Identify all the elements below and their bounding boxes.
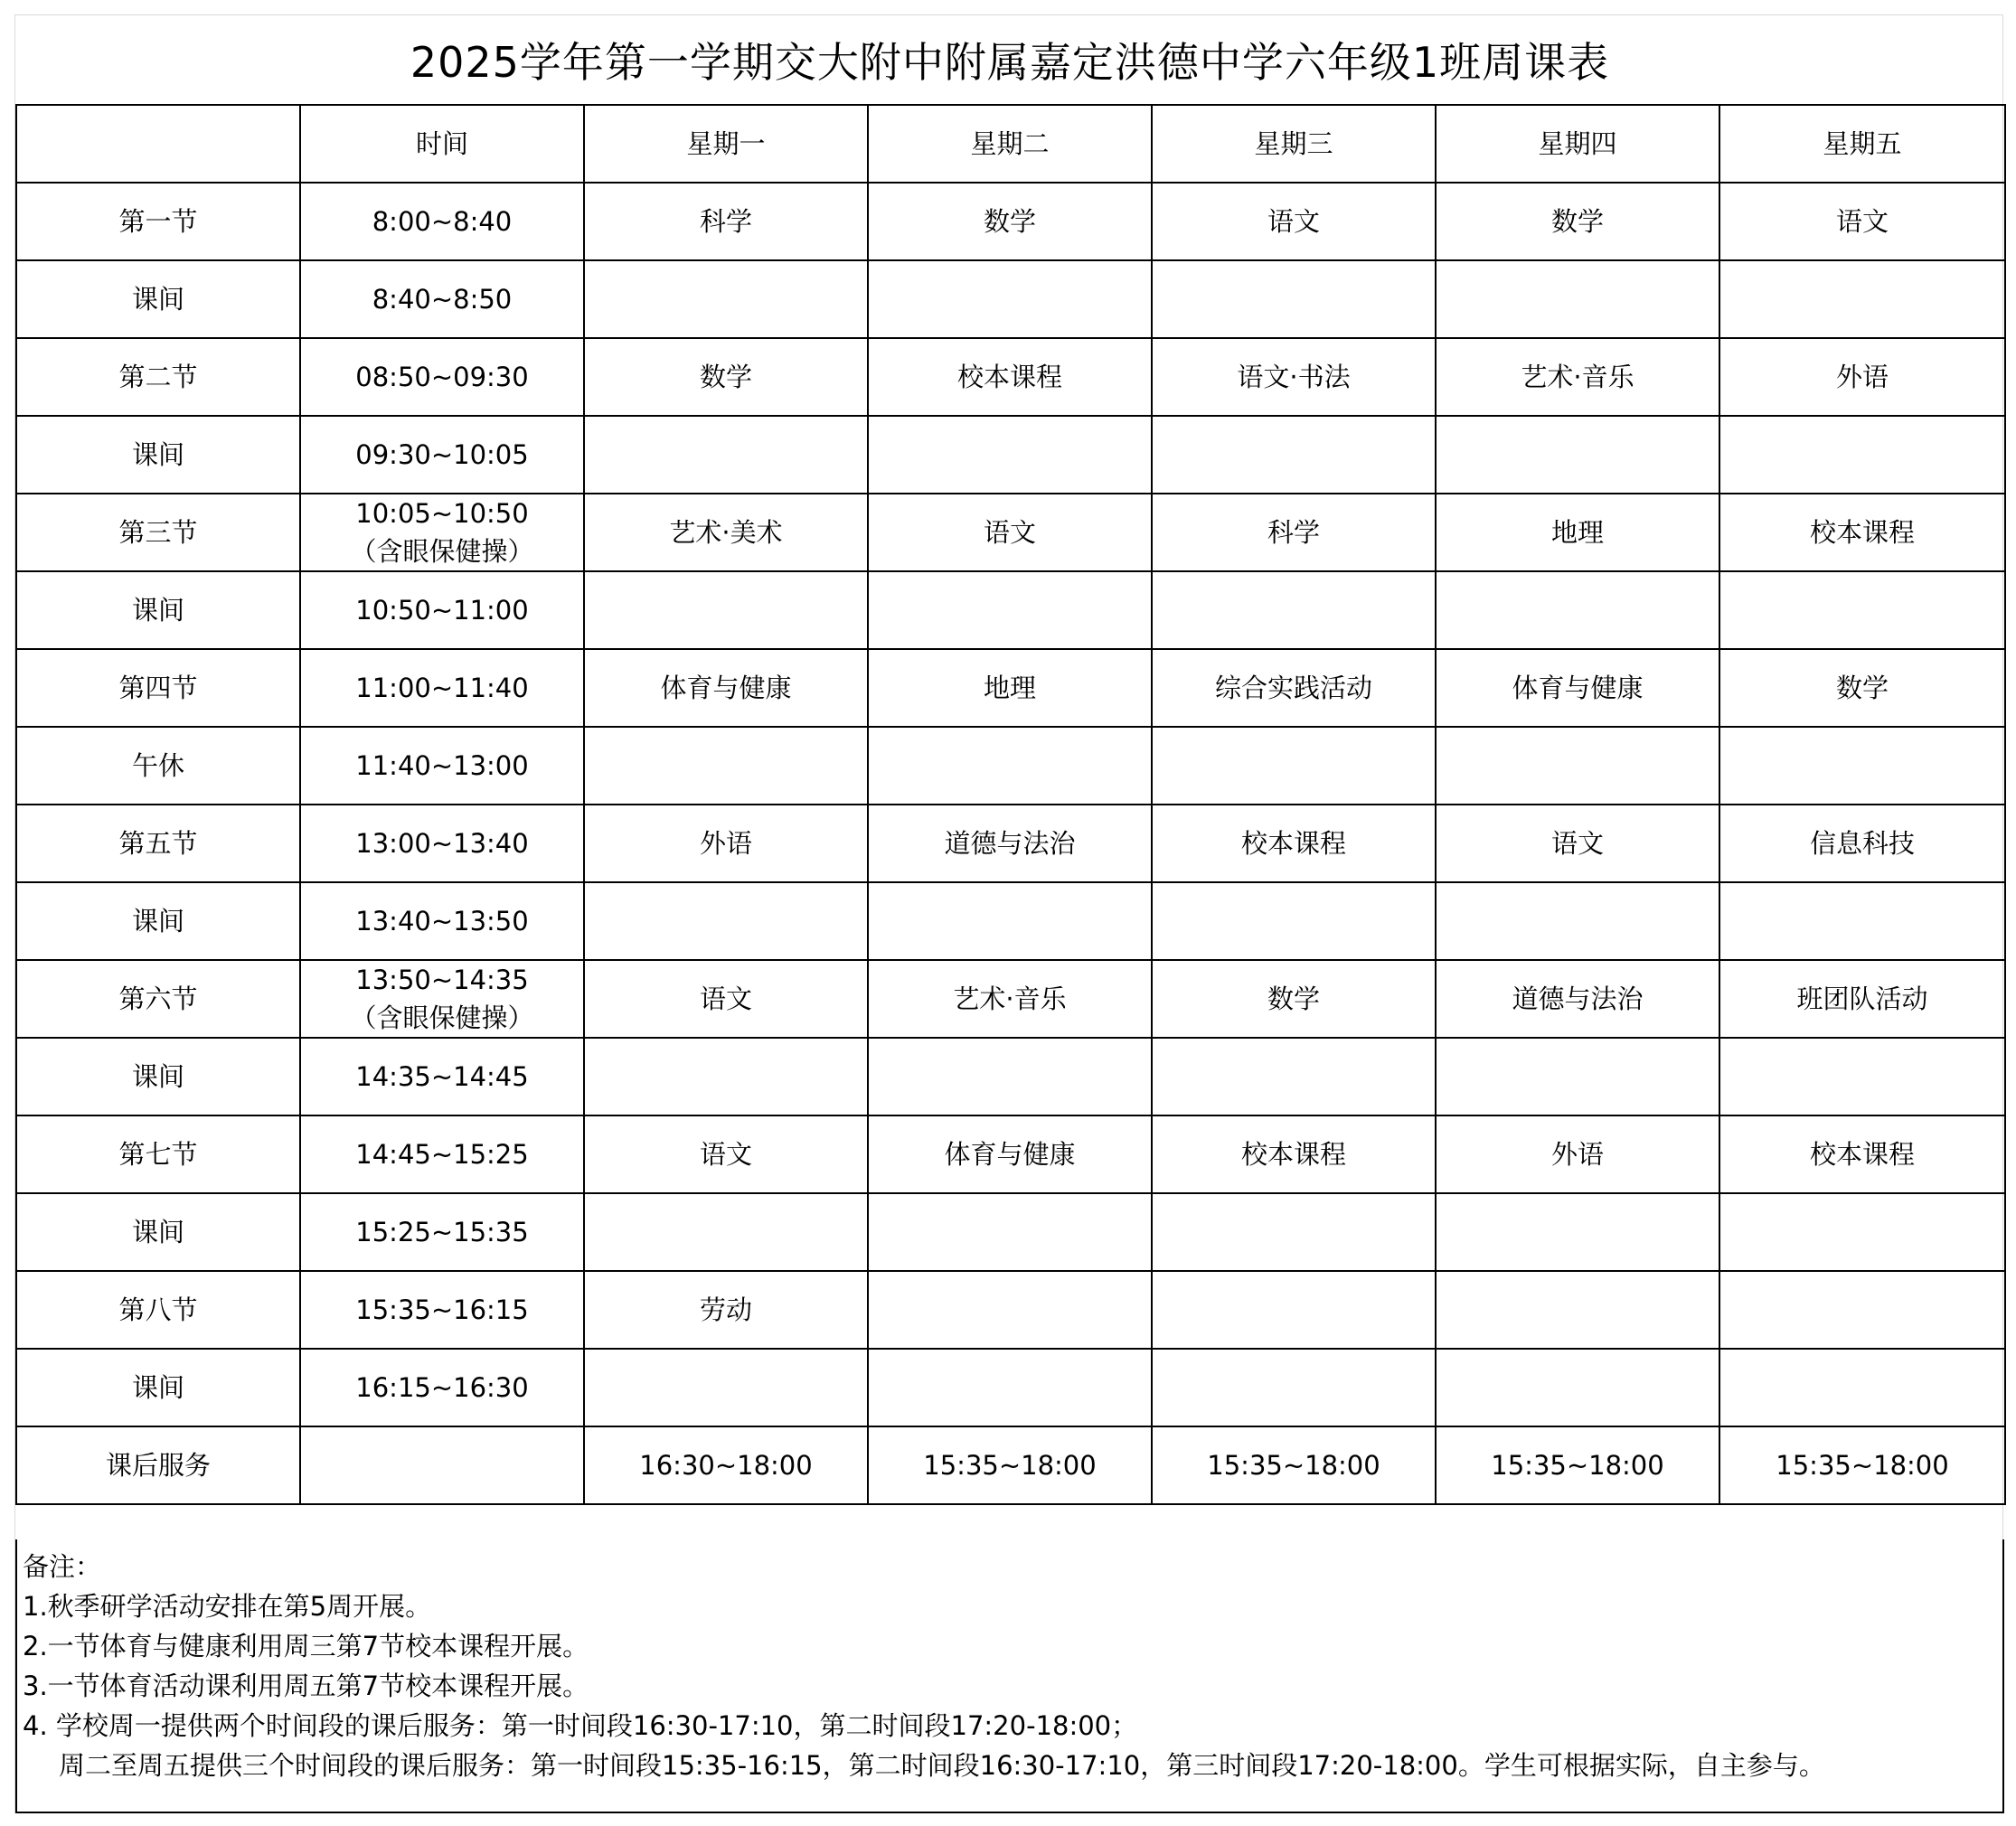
note-line: 4. 学校周一提供两个时间段的课后服务：第一时间段16:30-17:10，第二时间段17:20-18:00； xyxy=(23,1710,1138,1741)
header-row xyxy=(16,105,2005,183)
class-cell-thursday: 数学 xyxy=(1436,183,1719,260)
schedule-row xyxy=(16,183,2005,260)
header-corner-cell xyxy=(16,105,300,183)
class-cell-tuesday xyxy=(868,1349,1152,1426)
schedule-row xyxy=(16,416,2005,494)
header-day-thursday: 星期四 xyxy=(1436,105,1719,183)
class-cell-friday xyxy=(1719,727,2005,805)
class-cell-wednesday xyxy=(1152,1271,1436,1349)
time-text: （含眼保健操） xyxy=(350,1002,534,1033)
time-cell xyxy=(300,1193,584,1271)
class-cell-friday: 数学 xyxy=(1719,649,2005,727)
time-cell xyxy=(300,571,584,649)
class-cell-thursday xyxy=(1436,571,1719,649)
class-cell-thursday xyxy=(1436,727,1719,805)
header-day-friday: 星期五 xyxy=(1719,105,2005,183)
class-cell-monday xyxy=(584,882,868,960)
period-label-cell: 第二节 xyxy=(16,338,300,416)
class-cell-wednesday: 科学 xyxy=(1152,494,1436,571)
class-cell-friday: 语文 xyxy=(1719,183,2005,260)
class-cell-tuesday xyxy=(868,1271,1152,1349)
schedule-row xyxy=(16,960,2005,1038)
class-cell-thursday xyxy=(1436,1038,1719,1115)
class-cell-friday: 信息科技 xyxy=(1719,805,2005,882)
period-label-cell: 课间 xyxy=(16,260,300,338)
class-cell-monday: 体育与健康 xyxy=(584,649,868,727)
period-label-cell: 课间 xyxy=(16,416,300,494)
period-label-cell: 第一节 xyxy=(16,183,300,260)
class-cell-tuesday: 地理 xyxy=(868,649,1152,727)
class-cell-thursday xyxy=(1436,1271,1719,1349)
note-line: 3.一节体育活动课利用周五第7节校本课程开展。 xyxy=(23,1671,589,1701)
time-cell xyxy=(300,882,584,960)
class-cell-wednesday xyxy=(1152,571,1436,649)
class-cell-thursday xyxy=(1436,1193,1719,1271)
period-label-cell: 第六节 xyxy=(16,960,300,1038)
time-text: 10:50~11:00 xyxy=(355,595,529,626)
header-day-tuesday: 星期二 xyxy=(868,105,1152,183)
time-cell xyxy=(300,494,584,571)
class-cell-monday xyxy=(584,260,868,338)
schedule-row xyxy=(16,805,2005,882)
schedule-row xyxy=(16,1271,2005,1349)
class-cell-monday xyxy=(584,1038,868,1115)
time-cell xyxy=(300,1426,584,1504)
class-cell-tuesday xyxy=(868,1193,1152,1271)
time-text: 16:15~16:30 xyxy=(355,1372,529,1403)
class-cell-thursday xyxy=(1436,1349,1719,1426)
class-cell-tuesday: 15:35~18:00 xyxy=(868,1426,1152,1504)
class-cell-monday xyxy=(584,727,868,805)
class-cell-tuesday xyxy=(868,882,1152,960)
time-text: 15:25~15:35 xyxy=(355,1217,529,1247)
schedule-row xyxy=(16,494,2005,571)
class-cell-wednesday xyxy=(1152,260,1436,338)
time-cell xyxy=(300,260,584,338)
time-text: 11:40~13:00 xyxy=(355,750,529,781)
period-label-cell: 午休 xyxy=(16,727,300,805)
class-cell-tuesday: 艺术·音乐 xyxy=(868,960,1152,1038)
class-cell-thursday xyxy=(1436,882,1719,960)
header-time-cell: 时间 xyxy=(300,105,584,183)
schedule-row xyxy=(16,338,2005,416)
class-cell-wednesday: 语文·书法 xyxy=(1152,338,1436,416)
class-cell-tuesday: 数学 xyxy=(868,183,1152,260)
time-text: 13:40~13:50 xyxy=(355,906,529,937)
class-cell-wednesday: 15:35~18:00 xyxy=(1152,1426,1436,1504)
class-cell-monday xyxy=(584,1349,868,1426)
class-cell-monday: 外语 xyxy=(584,805,868,882)
note-line: 周二至周五提供三个时间段的课后服务：第一时间段15:35-16:15，第二时间段16:30-17:10，第三时间段17:20-18:00。学生可根据实际，自主参与。 xyxy=(59,1750,1825,1781)
period-label-cell: 课间 xyxy=(16,571,300,649)
schedule-row xyxy=(16,571,2005,649)
class-cell-monday: 科学 xyxy=(584,183,868,260)
time-text: 13:50~14:35 xyxy=(355,965,529,995)
class-cell-friday: 校本课程 xyxy=(1719,494,2005,571)
class-cell-friday xyxy=(1719,1193,2005,1271)
class-cell-monday: 数学 xyxy=(584,338,868,416)
period-label-cell: 课间 xyxy=(16,1349,300,1426)
notes-section xyxy=(15,1539,2004,1813)
class-cell-thursday: 外语 xyxy=(1436,1115,1719,1193)
page-title: 2025学年第一学期交大附中附属嘉定洪德中学六年级1班周课表 xyxy=(410,38,1610,87)
class-cell-friday xyxy=(1719,260,2005,338)
class-cell-monday: 艺术·美术 xyxy=(584,494,868,571)
time-text: （含眼保健操） xyxy=(350,536,534,567)
schedule-row xyxy=(16,727,2005,805)
schedule-body xyxy=(16,105,2005,1504)
class-cell-monday xyxy=(584,416,868,494)
class-cell-thursday xyxy=(1436,416,1719,494)
schedule-row xyxy=(16,1115,2005,1193)
time-text: 8:40~8:50 xyxy=(372,284,513,315)
class-cell-tuesday xyxy=(868,571,1152,649)
schedule-row xyxy=(16,882,2005,960)
class-cell-thursday: 道德与法治 xyxy=(1436,960,1719,1038)
class-cell-tuesday: 体育与健康 xyxy=(868,1115,1152,1193)
note-line: 1.秋季研学活动安排在第5周开展。 xyxy=(23,1591,432,1622)
class-cell-tuesday xyxy=(868,727,1152,805)
time-cell xyxy=(300,183,584,260)
class-cell-wednesday: 校本课程 xyxy=(1152,1115,1436,1193)
time-cell xyxy=(300,649,584,727)
note-line: 2.一节体育与健康利用周三第7节校本课程开展。 xyxy=(23,1631,589,1661)
period-label-cell: 课后服务 xyxy=(16,1426,300,1504)
time-text: 10:05~10:50 xyxy=(355,498,529,529)
class-cell-thursday: 15:35~18:00 xyxy=(1436,1426,1719,1504)
class-cell-tuesday: 道德与法治 xyxy=(868,805,1152,882)
class-cell-wednesday xyxy=(1152,1349,1436,1426)
time-cell xyxy=(300,805,584,882)
class-cell-friday xyxy=(1719,1038,2005,1115)
schedule-row xyxy=(16,1193,2005,1271)
class-cell-friday xyxy=(1719,416,2005,494)
schedule-row xyxy=(16,1426,2005,1504)
class-cell-wednesday xyxy=(1152,882,1436,960)
header-day-wednesday: 星期三 xyxy=(1152,105,1436,183)
class-cell-wednesday xyxy=(1152,1193,1436,1271)
class-cell-friday: 校本课程 xyxy=(1719,1115,2005,1193)
class-cell-wednesday: 综合实践活动 xyxy=(1152,649,1436,727)
time-cell xyxy=(300,416,584,494)
period-label-cell: 课间 xyxy=(16,1038,300,1115)
class-cell-friday xyxy=(1719,882,2005,960)
time-text: 14:35~14:45 xyxy=(355,1061,529,1092)
time-cell xyxy=(300,1038,584,1115)
notes-heading: 备注： xyxy=(23,1551,102,1582)
timetable-sheet xyxy=(14,14,2003,1813)
period-label-cell: 第四节 xyxy=(16,649,300,727)
class-cell-thursday xyxy=(1436,260,1719,338)
class-cell-wednesday: 校本课程 xyxy=(1152,805,1436,882)
schedule-row xyxy=(16,260,2005,338)
class-cell-monday: 语文 xyxy=(584,960,868,1038)
class-cell-monday: 语文 xyxy=(584,1115,868,1193)
class-cell-tuesday xyxy=(868,1038,1152,1115)
time-cell xyxy=(300,338,584,416)
time-cell xyxy=(300,960,584,1038)
time-cell xyxy=(300,727,584,805)
period-label-cell: 第七节 xyxy=(16,1115,300,1193)
class-cell-tuesday: 校本课程 xyxy=(868,338,1152,416)
class-cell-friday xyxy=(1719,1271,2005,1349)
schedule-row xyxy=(16,1349,2005,1426)
schedule-table xyxy=(15,104,2006,1505)
class-cell-wednesday xyxy=(1152,727,1436,805)
time-cell xyxy=(300,1349,584,1426)
schedule-row xyxy=(16,649,2005,727)
period-label-cell: 第五节 xyxy=(16,805,300,882)
time-text: 8:00~8:40 xyxy=(372,206,513,237)
period-label-cell: 第八节 xyxy=(16,1271,300,1349)
period-label-cell: 课间 xyxy=(16,1193,300,1271)
class-cell-wednesday xyxy=(1152,1038,1436,1115)
time-text: 11:00~11:40 xyxy=(355,673,529,703)
class-cell-tuesday: 语文 xyxy=(868,494,1152,571)
class-cell-monday: 劳动 xyxy=(584,1271,868,1349)
class-cell-wednesday: 语文 xyxy=(1152,183,1436,260)
time-text: 14:45~15:25 xyxy=(355,1139,529,1170)
class-cell-friday: 班团队活动 xyxy=(1719,960,2005,1038)
period-label-cell: 课间 xyxy=(16,882,300,960)
time-cell xyxy=(300,1115,584,1193)
class-cell-wednesday xyxy=(1152,416,1436,494)
time-text: 13:00~13:40 xyxy=(355,828,529,859)
period-label-cell: 第三节 xyxy=(16,494,300,571)
time-text: 08:50~09:30 xyxy=(355,362,529,392)
time-text: 09:30~10:05 xyxy=(355,439,529,470)
class-cell-thursday: 地理 xyxy=(1436,494,1719,571)
class-cell-thursday: 语文 xyxy=(1436,805,1719,882)
class-cell-wednesday: 数学 xyxy=(1152,960,1436,1038)
time-text: 15:35~16:15 xyxy=(355,1294,529,1325)
schedule-row xyxy=(16,1038,2005,1115)
class-cell-friday: 15:35~18:00 xyxy=(1719,1426,2005,1504)
class-cell-tuesday xyxy=(868,260,1152,338)
header-day-monday: 星期一 xyxy=(584,105,868,183)
class-cell-thursday: 体育与健康 xyxy=(1436,649,1719,727)
class-cell-friday xyxy=(1719,571,2005,649)
class-cell-friday xyxy=(1719,1349,2005,1426)
class-cell-tuesday xyxy=(868,416,1152,494)
class-cell-monday: 16:30~18:00 xyxy=(584,1426,868,1504)
class-cell-friday: 外语 xyxy=(1719,338,2005,416)
class-cell-thursday: 艺术·音乐 xyxy=(1436,338,1719,416)
time-cell xyxy=(300,1271,584,1349)
class-cell-monday xyxy=(584,571,868,649)
class-cell-monday xyxy=(584,1193,868,1271)
